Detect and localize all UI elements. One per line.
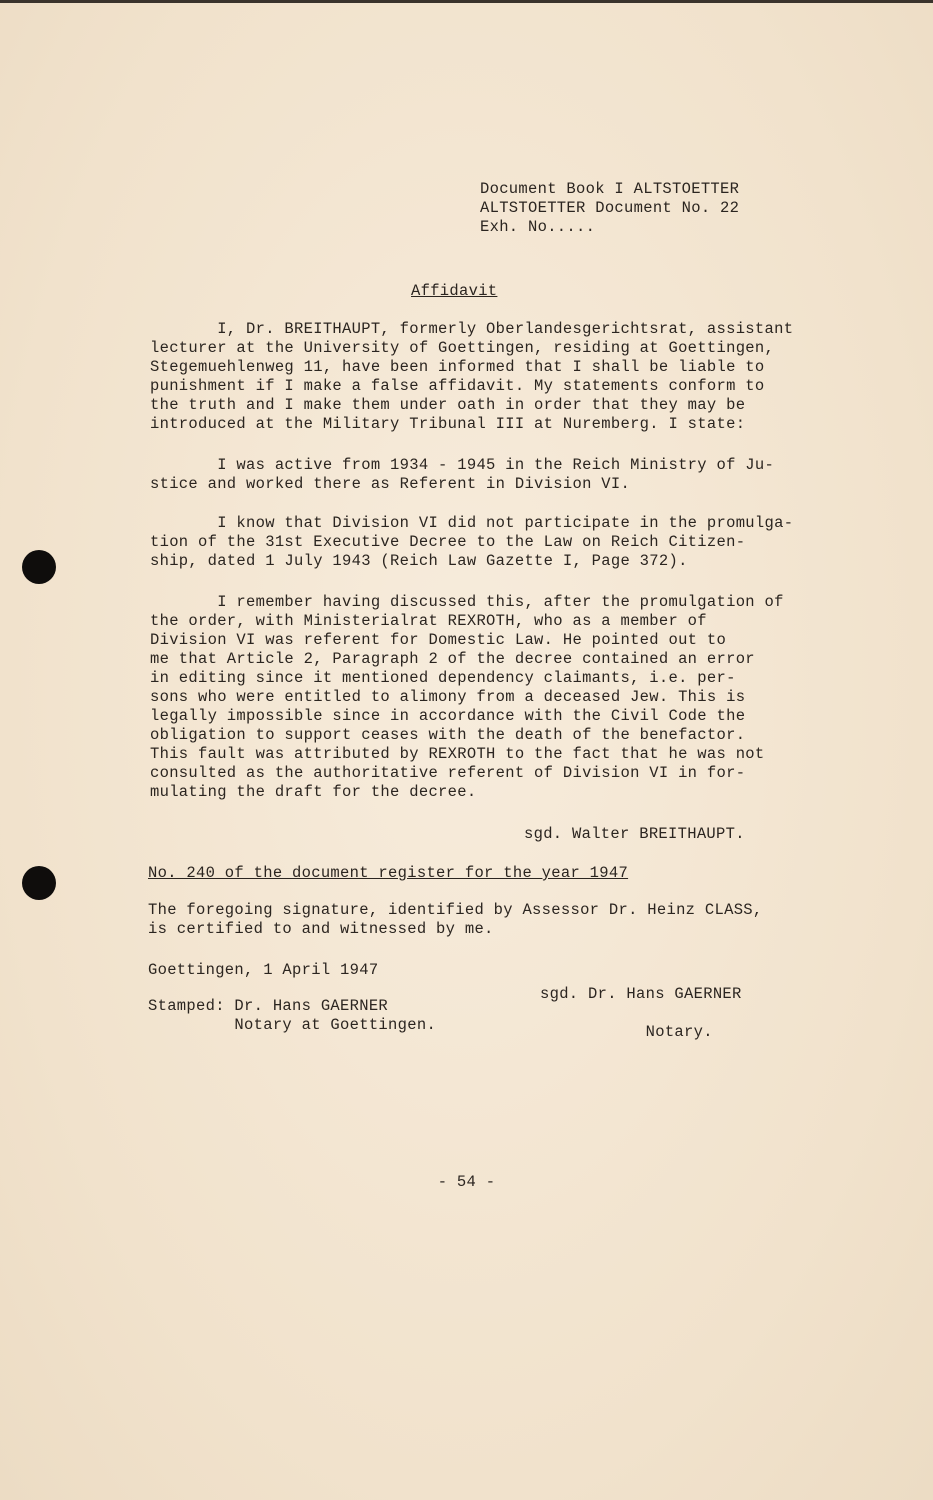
punch-hole bbox=[22, 550, 56, 584]
paragraph-activity: I was active from 1934 - 1945 in the Reich Ministry of Ju- stice and worked there as Referent in Division VI. bbox=[150, 456, 775, 493]
header-line-1: Document Book I ALTSTOETTER bbox=[480, 180, 740, 198]
document-header bbox=[480, 180, 739, 237]
punch-hole bbox=[22, 866, 56, 900]
header-line-2: ALTSTOETTER Document No. 22 bbox=[480, 199, 740, 217]
notary-signature: sgd. Dr. Hans GAERNER Notary. bbox=[540, 985, 742, 1041]
place-date: Goettingen, 1 April 1947 bbox=[148, 961, 379, 979]
page-top-edge bbox=[0, 0, 933, 3]
register-line: No. 240 of the document register for the year 1947 bbox=[148, 864, 629, 882]
page-number: - 54 - bbox=[437, 1173, 496, 1191]
paragraph-division: I know that Division VI did not participate in the promulga- tion of the 31st Executive Decree to the Law on Reich Citizen- ship, dated 1 July 1943 (Reich Law Gazette I, Page 372). bbox=[150, 514, 794, 570]
affiant-signature: sgd. Walter BREITHAUPT. bbox=[524, 825, 745, 843]
affidavit-title: Affidavit bbox=[411, 282, 498, 300]
header-line-3: Exh. No..... bbox=[480, 218, 596, 236]
paragraph-intro: I, Dr. BREITHAUPT, formerly Oberlandesgerichtsrat, assistant lecturer at the University of Goettingen, residing at Goettingen, Stegemuehlenweg 11, have been informed that I shall be liable to punishment if I make a false affidavit. My statements conform to the truth and I make them under oath in order that they may be introduced at the Military Tribunal III at Nuremberg. I state: bbox=[150, 320, 794, 433]
paragraph-discussion: I remember having discussed this, after the promulgation of the order, with Ministerialrat REXROTH, who as a member of Division VI was referent for Domestic Law. He pointed out to me that Article 2, Paragraph 2 of the decree contained an error in editing since it mentioned dependency claimants, i.e. per- sons who were entitled to alimony from a deceased Jew. This is legally impossible since in accordance with the Civil Code the obligation to support ceases with the death of the benefactor. This fault was attributed by REXROTH to the fact that he was not consulted as the authoritative referent of Division VI in for- mulating the draft for the decree. bbox=[150, 593, 784, 801]
notary-stamp: Stamped: Dr. Hans GAERNER Notary at Goettingen. bbox=[148, 997, 437, 1034]
certification-text: The foregoing signature, identified by Assessor Dr. Heinz CLASS, is certified to and witnessed by me. bbox=[148, 901, 763, 938]
